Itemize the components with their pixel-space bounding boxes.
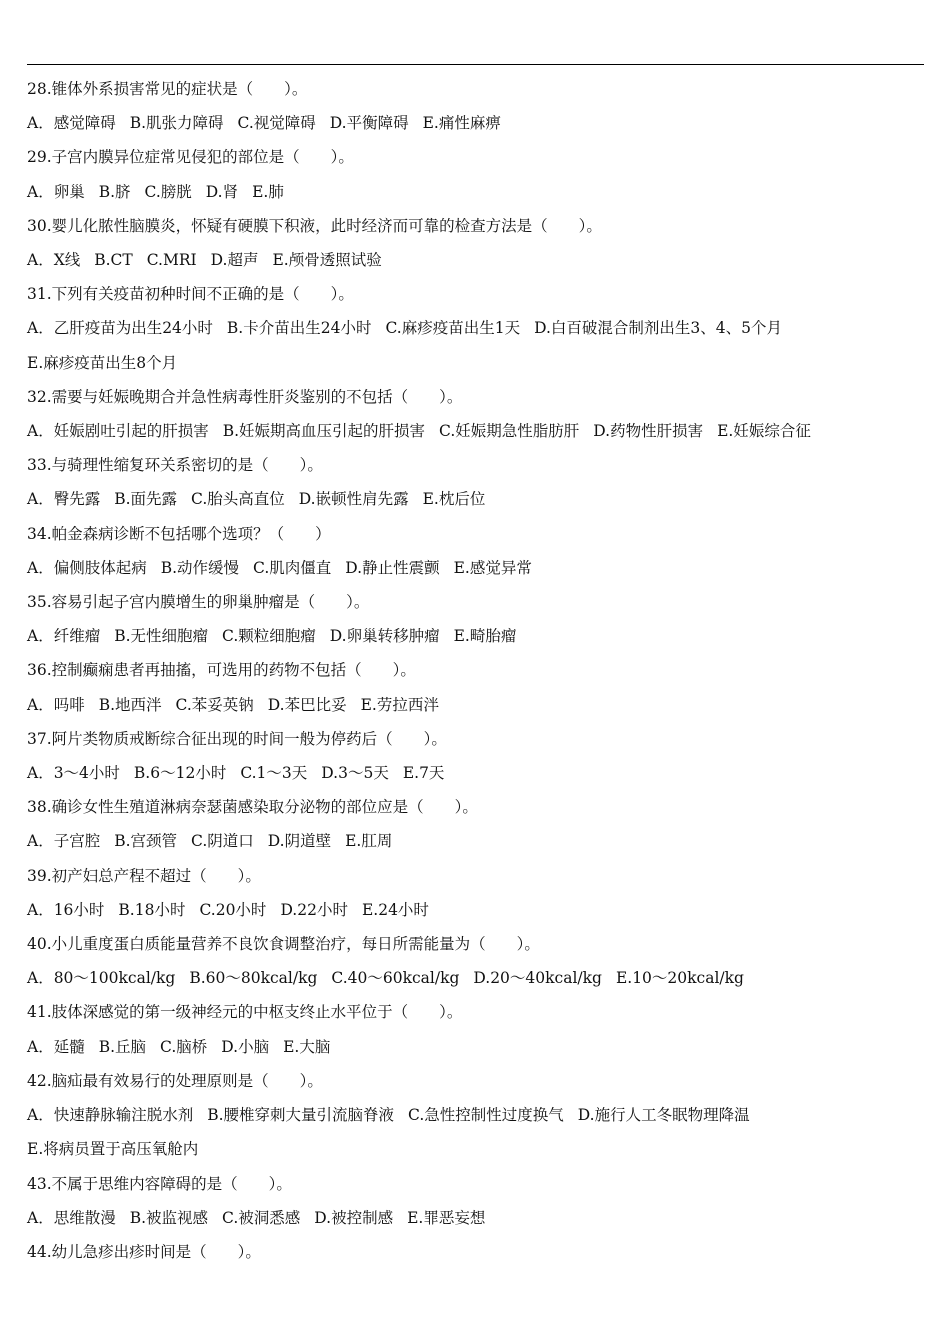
answer-option: B.面先露 <box>114 490 178 509</box>
answer-options <box>27 1201 924 1235</box>
question-text: 44.幼儿急疹出疹时间是（ ）。 <box>27 1242 261 1261</box>
answer-option: C.20小时 <box>199 900 267 919</box>
answer-option: B.脐 <box>98 182 131 201</box>
answer-options <box>27 756 924 790</box>
answer-option: A．臀先露 <box>27 490 101 509</box>
answer-option: E.枕后位 <box>422 490 486 509</box>
answer-option: C.颗粒细胞瘤 <box>222 627 316 646</box>
question-text: 30.婴儿化脓性脑膜炎，怀疑有硬膜下积液，此时经济而可靠的检查方法是（ ）。 <box>27 216 602 235</box>
answer-option: B.妊娠期高血压引起的肝损害 <box>222 422 426 441</box>
answer-option: C.膀胱 <box>144 182 192 201</box>
answer-option: E.劳拉西泮 <box>360 695 439 714</box>
answer-option: D.嵌顿性肩先露 <box>298 490 409 509</box>
question-text: 38.确诊女性生殖道淋病奈瑟菌感染取分泌物的部位应是（ ）。 <box>27 798 478 817</box>
question-text: 40.小儿重度蛋白质能量营养不良饮食调整治疗，每日所需能量为（ ）。 <box>27 935 540 954</box>
answer-option: C.视觉障碍 <box>237 114 316 133</box>
answer-option: D.被控制感 <box>314 1208 394 1227</box>
answer-option: E.畸胎瘤 <box>453 627 517 646</box>
answer-option: B.肌张力障碍 <box>129 114 224 133</box>
question-text: 35.容易引起子宫内膜增生的卵巢肿瘤是（ ）。 <box>27 593 370 612</box>
answer-option: C.40～60kcal/kg <box>331 969 460 988</box>
answer-option: C.被洞悉感 <box>222 1208 301 1227</box>
answer-option: E.将病员置于高压氧舱内 <box>27 1140 199 1159</box>
answer-option: E.麻疹疫苗出生8个月 <box>27 353 178 372</box>
answer-option: E.颅骨透照试验 <box>272 251 382 270</box>
question-text: 41.肢体深感觉的第一级神经元的中枢支终止水平位于（ ）。 <box>27 1003 463 1022</box>
answer-option: D.肾 <box>205 182 239 201</box>
answer-option: E.罪恶妄想 <box>407 1208 486 1227</box>
answer-option: C.肌肉僵直 <box>253 558 332 577</box>
question-text: 36.控制癫痫患者再抽搐，可选用的药物不包括（ ）。 <box>27 661 416 680</box>
answer-option: A．延髓 <box>27 1037 85 1056</box>
answer-option: B.腰椎穿刺大量引流脑脊液 <box>207 1106 395 1125</box>
question-list <box>27 72 924 1269</box>
answer-option: A．纤维瘤 <box>27 627 101 646</box>
answer-option: A．吗啡 <box>27 695 85 714</box>
question-text: 43.不属于思维内容障碍的是（ ）。 <box>27 1174 292 1193</box>
answer-option: A．3～4小时 <box>27 764 120 783</box>
answer-option: B.CT <box>94 251 133 270</box>
answer-option: E.感觉异常 <box>453 558 532 577</box>
answer-option: D.白百破混合制剂出生3、4、5个月 <box>534 319 782 338</box>
answer-option: E.妊娠综合征 <box>717 422 811 441</box>
answer-option: D.施行人工冬眠物理降温 <box>577 1106 750 1125</box>
answer-option: E.痛性麻痹 <box>422 114 501 133</box>
answer-option: D.22小时 <box>280 900 348 919</box>
question-text: 32.需要与妊娠晚期合并急性病毒性肝炎鉴别的不包括（ ）。 <box>27 387 463 406</box>
answer-options <box>27 961 924 995</box>
answer-option: E.肛周 <box>345 832 393 851</box>
answer-option: C.脑桥 <box>160 1037 208 1056</box>
answer-option: A．卵巢 <box>27 182 85 201</box>
answer-option: C.胎头高直位 <box>191 490 285 509</box>
answer-options <box>27 893 924 927</box>
answer-options <box>27 824 924 858</box>
answer-option: B.地西泮 <box>98 695 162 714</box>
answer-option: D.苯巴比妥 <box>267 695 347 714</box>
answer-option: D.平衡障碍 <box>329 114 409 133</box>
answer-option: C.MRI <box>146 251 197 270</box>
answer-option: A．X线 <box>27 251 81 270</box>
answer-options <box>27 243 924 277</box>
question-text: 28.锥体外系损害常见的症状是（ ）。 <box>27 80 308 98</box>
answer-option: D.卵巢转移肿瘤 <box>329 627 440 646</box>
answer-option: B.60～80kcal/kg <box>189 969 318 988</box>
answer-options <box>27 175 924 209</box>
answer-option: A．感觉障碍 <box>27 114 116 133</box>
answer-options <box>27 482 924 516</box>
answer-option: D.3～5天 <box>321 764 389 783</box>
answer-option: B.被监视感 <box>129 1208 209 1227</box>
answer-option: A．80～100kcal/kg <box>27 969 176 988</box>
answer-option: B.卡介苗出生24小时 <box>226 319 372 338</box>
answer-option: D.小脑 <box>221 1037 270 1056</box>
answer-option: B.丘脑 <box>98 1037 147 1056</box>
answer-option: E.24小时 <box>361 900 429 919</box>
question-text: 31.下列有关疫苗初种时间不正确的是（ ）。 <box>27 285 354 304</box>
answer-option: D.药物性肝损害 <box>593 422 704 441</box>
answer-option: B.6～12小时 <box>133 764 227 783</box>
top-rule <box>27 64 924 65</box>
answer-option: D.阴道壁 <box>267 832 332 851</box>
answer-options <box>27 106 924 140</box>
question-text: 39.初产妇总产程不超过（ ）。 <box>27 866 261 885</box>
answer-option: B.18小时 <box>118 900 186 919</box>
answer-options <box>27 551 924 585</box>
answer-option: A．16小时 <box>27 900 105 919</box>
answer-option: A．子宫腔 <box>27 832 101 851</box>
answer-option: B.动作缓慢 <box>160 558 240 577</box>
answer-option: A．乙肝疫苗为出生24小时 <box>27 319 213 338</box>
answer-option: C.1～3天 <box>240 764 308 783</box>
answer-option: E.10～20kcal/kg <box>615 969 744 988</box>
answer-options <box>27 688 924 722</box>
answer-option: B.宫颈管 <box>114 832 178 851</box>
answer-option: B.无性细胞瘤 <box>114 627 209 646</box>
question-text: 33.与骑理性缩复环关系密切的是（ ）。 <box>27 456 323 475</box>
answer-option: D.20～40kcal/kg <box>473 969 602 988</box>
answer-options <box>27 311 924 379</box>
answer-option: C.急性控制性过度换气 <box>408 1106 564 1125</box>
question-text: 34.帕金森病诊断不包括哪个选项？（ ） <box>27 524 331 543</box>
answer-options <box>27 414 924 448</box>
answer-option: C.妊娠期急性脂肪肝 <box>439 422 580 441</box>
answer-option: C.麻疹疫苗出生1天 <box>385 319 521 338</box>
answer-option: A．妊娠剧吐引起的肝损害 <box>27 422 209 441</box>
answer-option: D.静止性震颤 <box>345 558 440 577</box>
answer-option: A．思维散漫 <box>27 1208 116 1227</box>
answer-option: A．快速静脉输注脱水剂 <box>27 1106 194 1125</box>
answer-option: E.7天 <box>402 764 445 783</box>
answer-options <box>27 1030 924 1064</box>
answer-options <box>27 1098 924 1166</box>
answer-option: C.苯妥英钠 <box>175 695 254 714</box>
answer-option: C.阴道口 <box>191 832 254 851</box>
question-text: 42.脑疝最有效易行的处理原则是（ ）。 <box>27 1071 323 1090</box>
question-text: 37.阿片类物质戒断综合征出现的时间一般为停药后（ ）。 <box>27 729 447 748</box>
answer-option: A．偏侧肢体起病 <box>27 558 147 577</box>
answer-option: D.超声 <box>210 251 259 270</box>
answer-option: E.大脑 <box>283 1037 331 1056</box>
answer-option: E.肺 <box>252 182 284 201</box>
question-text: 29.子宫内膜异位症常见侵犯的部位是（ ）。 <box>27 148 354 167</box>
answer-options <box>27 619 924 653</box>
